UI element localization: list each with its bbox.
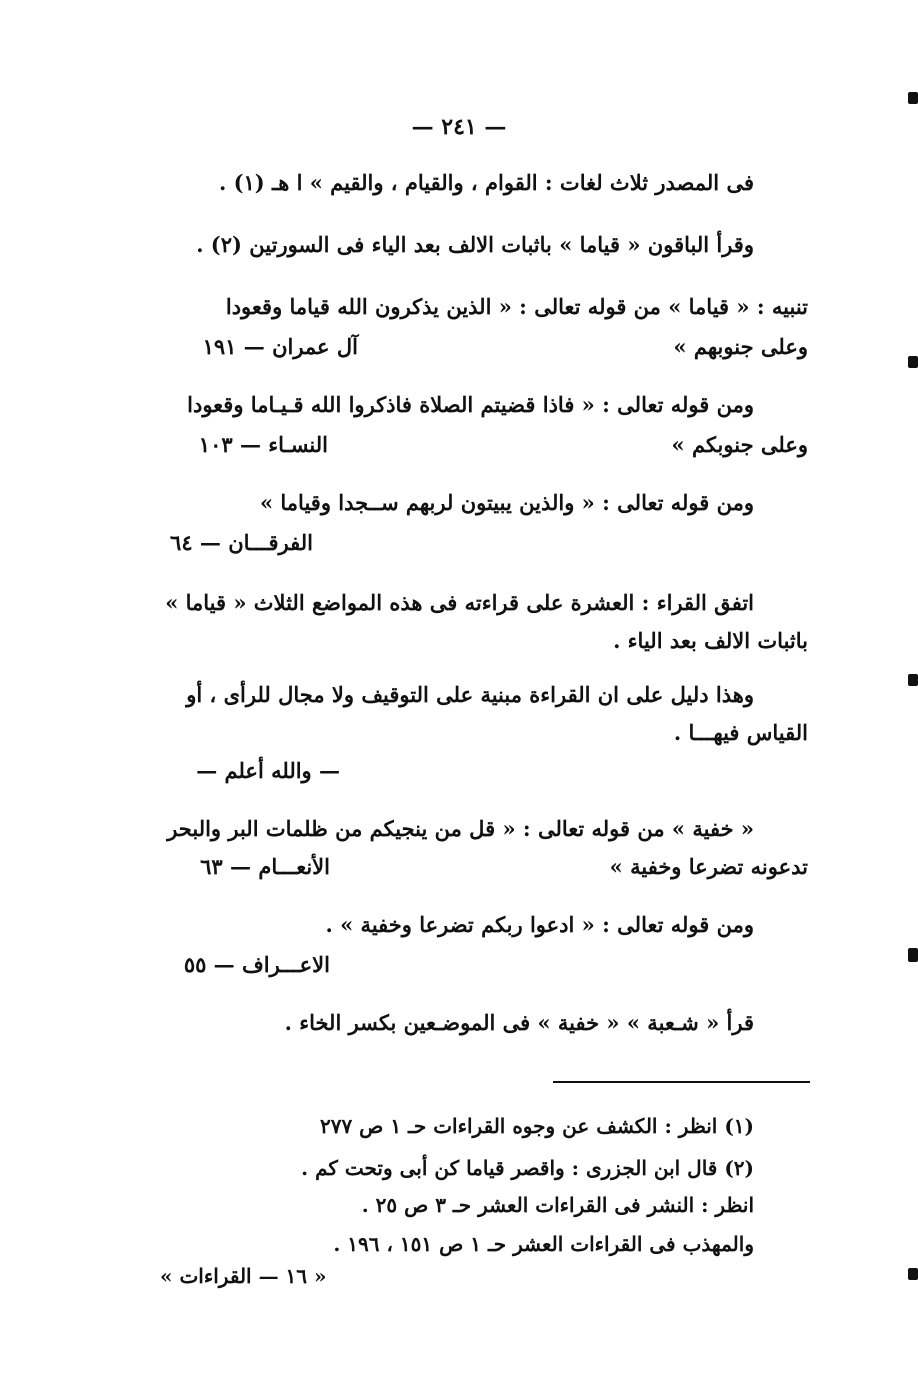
footnote: (٢) قال ابن الجزرى : واقصر قياما كن أبى وتحت كم .	[301, 1156, 754, 1180]
paragraph-line: باثبات الالف بعد الياء .	[613, 628, 808, 653]
edge-mark	[908, 674, 918, 686]
verse-reference: النسـاء — ١٠٣	[198, 432, 328, 457]
paragraph-line: وقرأ الباقون « قياما » باثبات الالف بعد الياء فى السورتين (٢) .	[196, 232, 754, 257]
paragraph-line: القياس فيهـــا .	[673, 720, 808, 745]
paragraph-line: قرأ « شـعبة » « خفية » فى الموضـعين بكسر الخاء .	[284, 1010, 754, 1035]
footnote: (١) انظر : الكشف عن وجوه القراءات حـ ١ ص ٢٧٧	[319, 1114, 754, 1138]
verse-reference: الفرقـــان — ٦٤	[170, 530, 313, 555]
paragraph-line: اتفق القراء : العشرة على قراءته فى هذه المواضع الثلاث « قياما »	[165, 590, 754, 615]
edge-mark	[908, 948, 918, 962]
edge-mark	[908, 92, 918, 104]
page-number: — ٢٤١ —	[411, 114, 507, 140]
footnote: والمهذب فى القراءات العشر حـ ١ ص ١٥١ ، ١٩٦ .	[333, 1232, 754, 1256]
verse-reference: آل عمران — ١٩١	[202, 334, 358, 359]
closing-phrase: — والله أعلم —	[196, 758, 340, 783]
footnote: انظر : النشر فى القراءات العشر حـ ٣ ص ٢٥ .	[361, 1193, 754, 1217]
paragraph-line: تدعونه تضرعا وخفية »	[609, 854, 808, 879]
verse-reference: الاعـــراف — ٥٥	[183, 952, 330, 977]
paragraph-line: ومن قوله تعالى : « والذين يبيتون لربهم ســجدا وقياما »	[259, 490, 754, 515]
verse-reference: الأنعـــام — ٦٣	[200, 854, 330, 879]
edge-mark	[908, 356, 918, 368]
signature-mark: « ١٦ — القراءات »	[160, 1264, 327, 1288]
paragraph-line: « خفية » من قوله تعالى : « قل من ينجيكم من ظلمات البر والبحر	[167, 816, 754, 841]
edge-mark	[908, 1268, 918, 1280]
paragraph-line: تنبيه : « قياما » من قوله تعالى : « الذين يذكرون الله قياما وقعودا	[225, 294, 808, 319]
paragraph-line: وعلى جنوبكم »	[671, 432, 808, 457]
paragraph-line: وهذا دليل على ان القراءة مبنية على التوقيف ولا مجال للرأى ، أو	[186, 682, 754, 707]
paragraph-line: وعلى جنوبهم »	[673, 334, 808, 359]
footnote-separator	[553, 1081, 810, 1083]
paragraph-line: ومن قوله تعالى : « فاذا قضيتم الصلاة فاذكروا الله قـيـاما وقعودا	[187, 392, 754, 417]
paragraph-line: ومن قوله تعالى : « ادعوا ربكم تضرعا وخفية » .	[325, 912, 754, 937]
paragraph-line: فى المصدر ثلاث لغات : القوام ، والقيام ، والقيم » ا هـ (١) .	[218, 170, 754, 195]
